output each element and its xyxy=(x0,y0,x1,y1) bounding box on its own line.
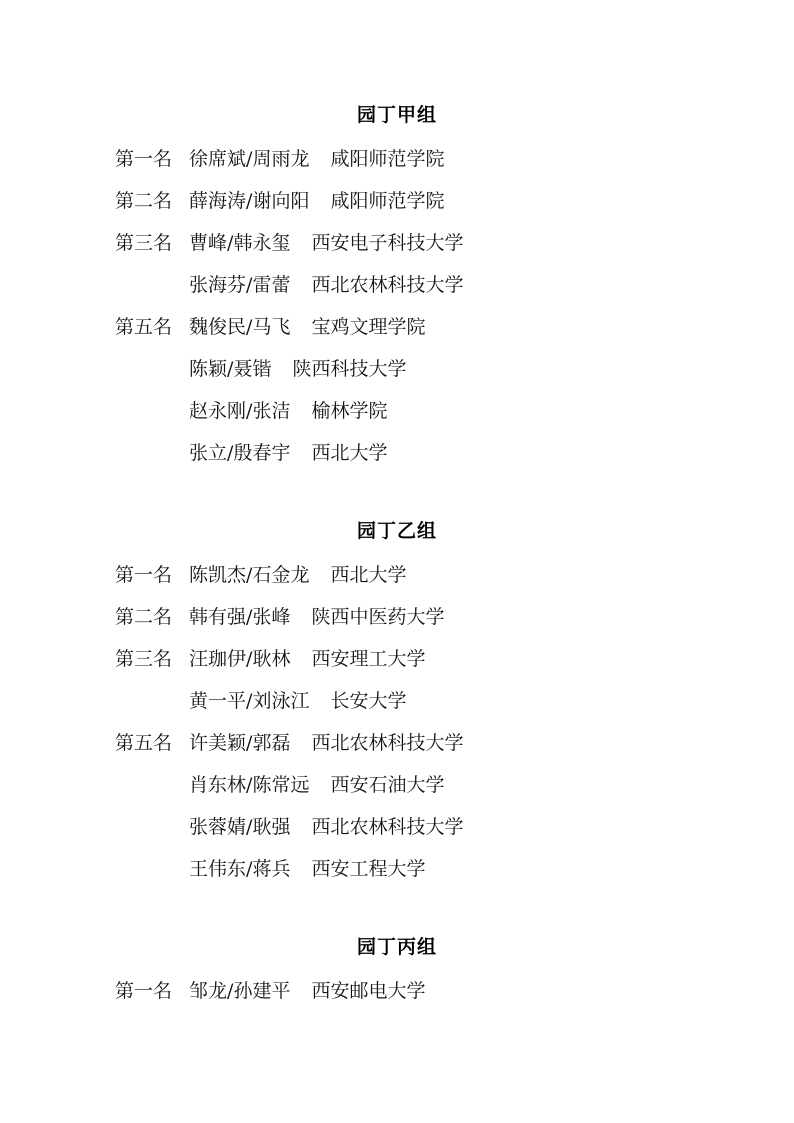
result-row xyxy=(0,981,794,1001)
result-row xyxy=(0,565,794,585)
rank-label: 第一名 xyxy=(115,148,173,170)
school-name: 宝鸡文理学院 xyxy=(311,316,426,338)
school-name: 西北农林科技大学 xyxy=(311,816,464,838)
player-pair: 曹峰/韩永玺 xyxy=(189,232,291,254)
player-pair: 张海芬/雷蕾 xyxy=(189,274,291,296)
rank-label: 第一名 xyxy=(115,980,173,1002)
group-rows xyxy=(0,565,794,879)
player-pair: 黄一平/刘泳江 xyxy=(189,690,310,712)
rank-label: 第三名 xyxy=(115,648,173,670)
player-pair: 汪珈伊/耿林 xyxy=(189,648,291,670)
school-name: 西北大学 xyxy=(311,442,388,464)
player-pair: 肖东林/陈常远 xyxy=(189,774,310,796)
group-section xyxy=(0,105,794,463)
school-name: 西安工程大学 xyxy=(311,858,426,880)
result-row xyxy=(0,233,794,253)
result-row xyxy=(0,275,794,295)
group-rows xyxy=(0,981,794,1001)
school-name: 西北农林科技大学 xyxy=(311,732,464,754)
school-name: 长安大学 xyxy=(330,690,407,712)
player-pair: 陈颖/聂锴 xyxy=(189,358,272,380)
school-name: 西北农林科技大学 xyxy=(311,274,464,296)
school-name: 咸阳师范学院 xyxy=(330,190,445,212)
result-row xyxy=(0,443,794,463)
group-section xyxy=(0,521,794,879)
school-name: 西安石油大学 xyxy=(330,774,445,796)
player-pair: 徐席斌/周雨龙 xyxy=(189,148,310,170)
player-pair: 薛海涛/谢向阳 xyxy=(189,190,310,212)
rank-label: 第二名 xyxy=(115,606,173,628)
school-name: 咸阳师范学院 xyxy=(330,148,445,170)
result-row xyxy=(0,149,794,169)
player-pair: 魏俊民/马飞 xyxy=(189,316,291,338)
player-pair: 王伟东/蒋兵 xyxy=(189,858,291,880)
school-name: 陕西科技大学 xyxy=(292,358,407,380)
group-section xyxy=(0,937,794,1001)
rank-label: 第三名 xyxy=(115,232,173,254)
school-name: 西安理工大学 xyxy=(311,648,426,670)
result-row xyxy=(0,859,794,879)
result-row xyxy=(0,817,794,837)
result-row xyxy=(0,649,794,669)
school-name: 陕西中医药大学 xyxy=(311,606,445,628)
result-row xyxy=(0,191,794,211)
result-row xyxy=(0,359,794,379)
player-pair: 陈凯杰/石金龙 xyxy=(189,564,310,586)
player-pair: 赵永刚/张洁 xyxy=(189,400,291,422)
group-title: 园丁乙组 xyxy=(356,520,437,542)
result-row xyxy=(0,733,794,753)
group-title: 园丁丙组 xyxy=(356,936,437,958)
school-name: 榆林学院 xyxy=(311,400,388,422)
player-pair: 张立/殷春宇 xyxy=(189,442,291,464)
result-row xyxy=(0,607,794,627)
player-pair: 许美颖/郭磊 xyxy=(189,732,291,754)
result-row xyxy=(0,775,794,795)
school-name: 西安邮电大学 xyxy=(311,980,426,1002)
result-row xyxy=(0,401,794,421)
results-list xyxy=(0,105,794,1001)
rank-label: 第一名 xyxy=(115,564,173,586)
player-pair: 邹龙/孙建平 xyxy=(189,980,291,1002)
school-name: 西安电子科技大学 xyxy=(311,232,464,254)
school-name: 西北大学 xyxy=(330,564,407,586)
group-title: 园丁甲组 xyxy=(356,104,437,126)
player-pair: 韩有强/张峰 xyxy=(189,606,291,628)
rank-label: 第五名 xyxy=(115,316,173,338)
group-rows xyxy=(0,149,794,463)
rank-label: 第二名 xyxy=(115,190,173,212)
player-pair: 张蓉婧/耿强 xyxy=(189,816,291,838)
result-row xyxy=(0,691,794,711)
result-row xyxy=(0,317,794,337)
rank-label: 第五名 xyxy=(115,732,173,754)
